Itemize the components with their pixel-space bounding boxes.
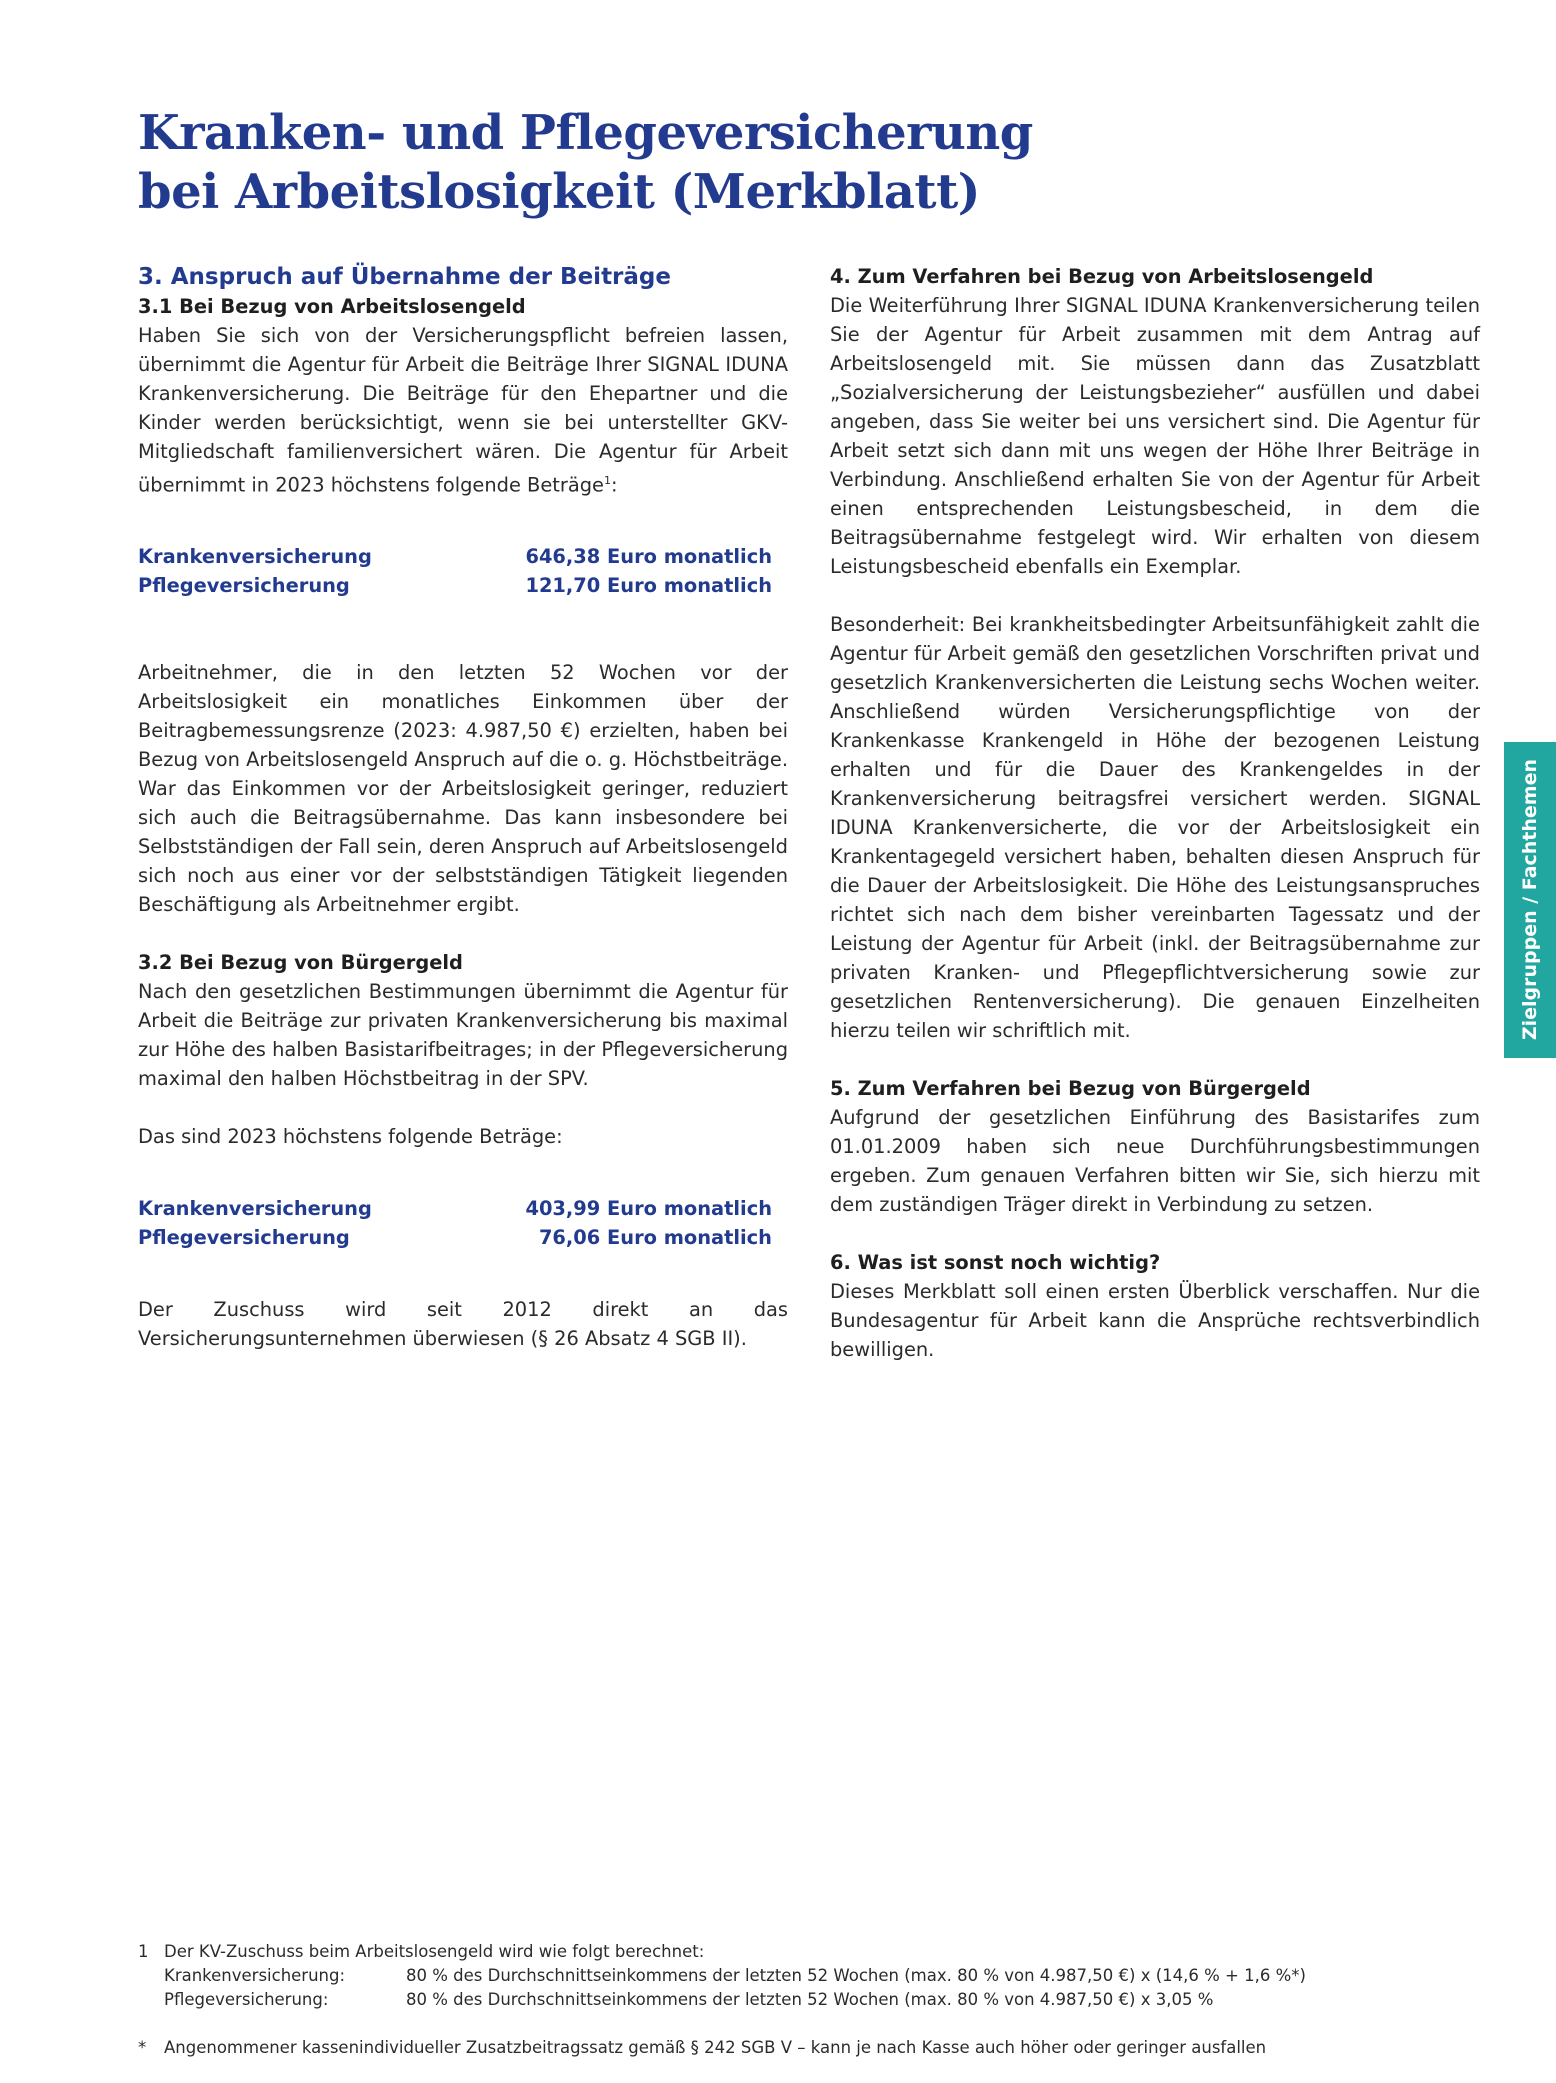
amount-row <box>138 1223 772 1252</box>
footnote-1-row-text: 80 % des Durchschnittseinkommens der letzten 52 Wochen (max. 80 % von 4.987,50 €) x (14,6 % + 1,6 %*) <box>406 1966 1306 1985</box>
section-5-text: Aufgrund der gesetzlichen Einführung des Basistarifes zum 01.01.2009 haben sich neue Durchführungsbestimmungen ergeben. Zum genauen Verfahren bitten wir Sie, sich hierzu mit dem zuständigen Träger direkt in Verbindung zu setzen. <box>830 1106 1480 1216</box>
side-tab-label: Zielgruppen / Fachthemen <box>1519 759 1541 1041</box>
footnote-1-row-text: 80 % des Durchschnittseinkommens der letzten 52 Wochen (max. 80 % von 4.987,50 €) x 3,05 % <box>406 1990 1214 2009</box>
footnote-1-intro: Der KV-Zuschuss beim Arbeitslosengeld wird wie folgt berechnet: <box>164 1942 705 1961</box>
section-3-1-text-2: Arbeitnehmer, die in den letzten 52 Wochen vor der Arbeitslosigkeit ein monatliches Einkommen über der Beitragbemessungsrenze (2023: 4.987,50 €) erzielten, haben bei Bezug von Arbeitslosengeld Anspruch auf die o. g. Höchstbeiträge. War das Einkommen vor der Arbeitslosigkeit geringer, reduziert sich auch die Beitragsübernahme. Das kann insbesondere bei Selbstständigen der Fall sein, deren Anspruch auf Arbeitslosengeld sich noch aus einer vor der selbstständigen Tätigkeit liegenden Beschäftigung als Arbeitnehmer ergibt. <box>138 661 788 917</box>
section-3-1-text <box>138 321 788 499</box>
footnote-2 <box>138 2036 1438 2060</box>
page-title-line-2: bei Arbeitslosigkeit (Merkblatt) <box>138 164 980 220</box>
section-6-text: Dieses Merkblatt soll einen ersten Überblick verschaffen. Nur die Bundesagentur für Arbeit kann die Ansprüche rechtsverbindlich bewilligen. <box>830 1280 1480 1361</box>
section-3-2-heading: 3.2 Bei Bezug von Bürgergeld <box>138 951 463 975</box>
amount-row <box>138 542 772 571</box>
footnote-1-row <box>138 1988 1438 2012</box>
amount-value: 121,70 Euro monatlich <box>525 574 772 598</box>
page-title <box>138 104 1238 222</box>
amount-label: Krankenversicherung <box>138 545 372 569</box>
left-column <box>138 262 788 1353</box>
footnote-1-row <box>138 1964 1438 1988</box>
page-title-line-1: Kranken- und Pflegeversicherung <box>138 105 1033 161</box>
amount-label: Krankenversicherung <box>138 1197 372 1221</box>
section-3-1-text-body: Haben Sie sich von der Versicherungspflicht befreien lassen, übernimmt die Agentur für Arbeit die Beiträge Ihrer SIGNAL IDUNA Krankenversicherung. Die Beiträge für den Ehepartner und die Kinder werden berücksichtigt, wenn sie bei unterstellter GKV-Mitgliedschaft familienversichert wären. Die Agentur für Arbeit übernimmt in 2023 höchstens folgende Beträge <box>138 324 788 497</box>
amount-value: 646,38 Euro monatlich <box>525 545 772 569</box>
footnote-1-row-label: Pflegeversicherung: <box>164 1990 329 2009</box>
side-tab[interactable] <box>1504 742 1556 1058</box>
section-3-2-text: Nach den gesetzlichen Bestimmungen übernimmt die Agentur für Arbeit die Beiträge zur privaten Krankenversicherung bis maximal zur Höhe des halben Basistarifbeitrages; in der Pflegeversicherung maximal den halben Höchstbeitrag in der SPV. <box>138 980 788 1091</box>
footnote-2-text: Angenommener kassenindividueller Zusatzbeitragssatz gemäß § 242 SGB V – kann je nach Kasse auch höher oder geringer ausfallen <box>164 2038 1267 2057</box>
amount-label: Pflegeversicherung <box>138 1226 350 1250</box>
amount-value: 403,99 Euro monatlich <box>525 1197 772 1221</box>
footnote-1-mark: 1 <box>138 1942 149 1961</box>
section-4-text: Die Weiterführung Ihrer SIGNAL IDUNA Krankenversicherung teilen Sie der Agentur für Arbeit zusammen mit dem Antrag auf Arbeitslosengeld mit. Sie müssen dann das Zusatzblatt „Sozialversicherung der Leistungsbezieher“ ausfüllen und dabei angeben, dass Sie weiter bei uns versichert sind. Die Agentur für Arbeit setzt sich dann mit uns wegen der Höhe Ihrer Beiträge in Verbindung. Anschließend erhalten Sie von der Agentur für Arbeit einen entsprechenden Leistungsbescheid, in dem die Beitragsübernahme festgelegt wird. Wir erhalten von diesem Leistungsbescheid ebenfalls ein Exemplar. <box>830 294 1480 578</box>
footnote-1-row-label: Krankenversicherung: <box>164 1966 346 1985</box>
amount-row <box>138 1194 772 1223</box>
section-4-text-2: Besonderheit: Bei krankheitsbedingter Arbeitsunfähigkeit zahlt die Agentur für Arbeit gemäß den gesetzlichen Vorschriften privat und gesetzlich Krankenversicherten die Leistung sechs Wochen weiter. Anschließend würden Versicherungspflichtige von der Krankenkasse Krankengeld in Höhe der bezogenen Leistung erhalten und für die Dauer des Krankengeldes in der Krankenversicherung beitragsfrei versichert werden. SIGNAL IDUNA Krankenversicherte, die vor der Arbeitslosigkeit ein Krankentagegeld versichert haben, behalten diesen Anspruch für die Dauer der Arbeitslosigkeit. Die Höhe des Leistungsanspruches richtet sich nach dem bisher vereinbarten Tagessatz und der Leistung der Agentur für Arbeit (inkl. der Beitragsübernahme zur privaten Kranken- und Pflegepflichtversicherung sowie zur gesetzlichen Rentenversicherung). Die genauen Einzelheiten hierzu teilen wir schriftlich mit. <box>830 613 1480 1042</box>
amount-table-buergergeld <box>138 1194 788 1252</box>
amount-row <box>138 571 772 600</box>
amount-label: Pflegeversicherung <box>138 574 350 598</box>
section-3-2-text-3: Der Zuschuss wird seit 2012 direkt an das Versicherungsunternehmen überwiesen (§ 26 Absatz 4 SGB II). <box>138 1298 788 1351</box>
section-4-heading: 4. Zum Verfahren bei Bezug von Arbeitslosengeld <box>830 265 1374 288</box>
footnote-ref-1: 1 <box>603 474 611 487</box>
section-3-1-text-end: : <box>610 473 618 497</box>
amount-table-arbeitslosengeld <box>138 542 788 600</box>
amount-value: 76,06 Euro monatlich <box>538 1226 772 1250</box>
section-3-heading: 3. Anspruch auf Übernahme der Beiträge <box>138 264 671 290</box>
footnotes <box>138 1940 1438 2060</box>
footnote-2-mark: * <box>138 2038 147 2057</box>
footnote-1 <box>138 1940 1438 1964</box>
section-3-1-heading: 3.1 Bei Bezug von Arbeitslosengeld <box>138 295 526 318</box>
right-column <box>830 262 1480 1364</box>
section-3-2-text-2: Das sind 2023 höchstens folgende Beträge: <box>138 1125 563 1149</box>
section-6-heading: 6. Was ist sonst noch wichtig? <box>830 1251 1161 1274</box>
section-5-heading: 5. Zum Verfahren bei Bezug von Bürgergeld <box>830 1077 1311 1100</box>
